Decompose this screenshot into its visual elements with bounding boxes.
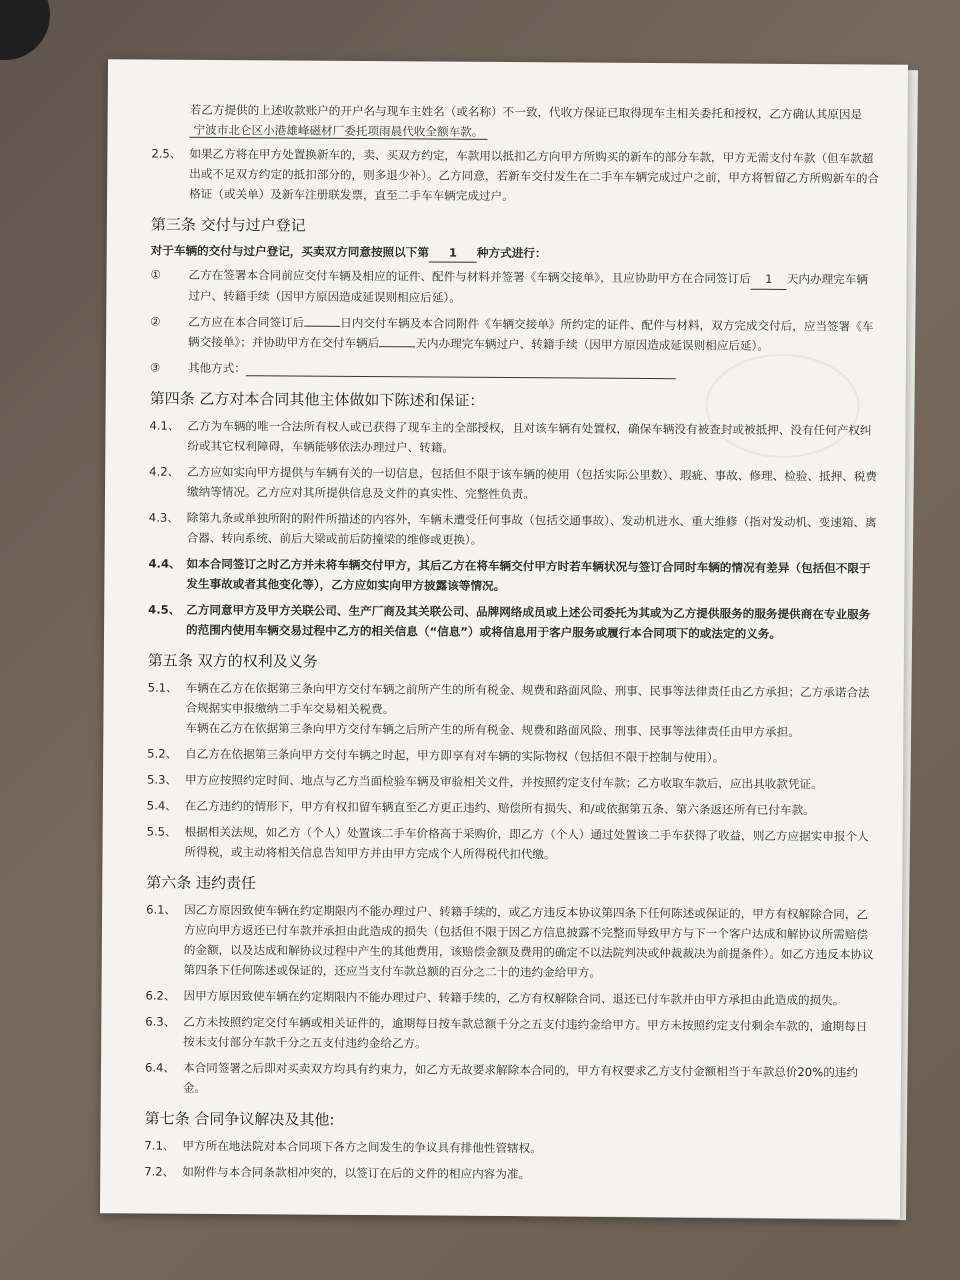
clause-6-4 (145, 1058, 873, 1103)
option-2-text-b: 日内交付车辆及本合同附件《车辆交接单》所约定的证件、配件与材料，双方完成交付后，应当签署《车辆交接单》；并协助甲方在交付车辆后 (188, 315, 874, 351)
section-5-title: 第五条 双方的权利及义务 (147, 651, 318, 671)
option-3-label: 其他方式： (187, 360, 246, 376)
clause-5-5 (146, 822, 874, 867)
option-3 (150, 358, 878, 383)
option-3-blank (246, 361, 676, 379)
section-3-intro (151, 242, 879, 266)
clause-6-1 (146, 900, 875, 985)
clause-number: 5.1、 (147, 680, 178, 695)
clause-number: 4.1、 (149, 418, 180, 433)
clause-number: 5.5、 (146, 824, 177, 839)
option-1-text-a: 乙方在签署本合同前应交付车辆及相应的证件、配件与材料并签署《车辆交接单》，且应协助甲方在合同签订后 (188, 267, 751, 286)
option-2 (150, 312, 878, 357)
clause-number: 5.3、 (146, 772, 178, 787)
clause-number: 4.3、 (148, 510, 179, 525)
clause-6-2 (145, 986, 873, 1011)
clause-text: 乙方应如实向甲方提供与车辆有关的一切信息，包括但不限于该车辆的使用（包括实际公里数）、瑕疵、事故、修理、检验、抵押、税费缴纳等情况。乙方应对其所提供信息及文件的真实性、完整性负责。 (186, 464, 878, 502)
clause-5-2 (147, 744, 875, 769)
clause-2-5 (151, 144, 879, 209)
chosen-option-value: 1 (429, 243, 477, 262)
section-3-title: 第三条 交付与过户登记 (150, 215, 306, 235)
clause-4-4 (148, 554, 876, 599)
option-number: ② (150, 314, 161, 329)
clause-text: 甲方应按照约定时间、地点与乙方当面检验车辆及审验相关文件，并按照约定支付车款；乙方收取车款后，应出具收款凭证。 (184, 772, 823, 792)
clause-number: 4.2、 (149, 464, 180, 479)
option-1 (150, 265, 878, 311)
section-7-title: 第七条 合同争议解决及其他: (144, 1109, 335, 1129)
clause-text: 在乙方违约的情形下，甲方有权扣留车辆直至乙方更正违约、赔偿所有损失、和/或依据第五条、第六条返还所有已付车款。 (184, 798, 815, 818)
option-1-text-b: 天内办理完车辆过户、转籍手续（因甲方原因造成延误则相应后延）。 (188, 271, 869, 305)
clause-text: 根据相关法规，如乙方（个人）处置该二手车价格高于采购价，即乙方（个人）通过处置该二手车获得了收益，则乙方应据实申报个人所得税，或主动将相关信息告知甲方并由甲方完成个人所得税代扣代缴。 (184, 824, 869, 862)
clause-number: 4.4、 (148, 556, 181, 571)
intro-text-b: 种方式进行： (476, 245, 547, 261)
payee-note (151, 100, 879, 145)
clause-number: 6.1、 (146, 902, 177, 917)
clause-7-2 (144, 1162, 872, 1187)
option-text (188, 265, 878, 311)
clause-text: 乙方未按照约定交付车辆或相关证件的，逾期每日按车款总额千分之五支付违约金给甲方。甲方未按照约定支付剩余车款的，逾期每日按未支付部分车款千分之五支付违约金给乙方。 (183, 1014, 868, 1051)
clause-number: 5.2、 (147, 746, 178, 761)
clause-number: 2.5、 (151, 146, 182, 161)
clause-4-3 (149, 508, 877, 553)
clause-number: 7.1、 (144, 1138, 175, 1153)
clause-text: 自乙方在依据第三条向甲方交付车辆之时起，甲方即享有对车辆的实际物权（包括但不限于控制与使用）。 (185, 746, 725, 765)
clause-7-1 (144, 1136, 872, 1161)
clause-4-5 (148, 600, 876, 645)
clause-text: 如本合同签订之时乙方并未将车辆交付甲方，其后乙方在将车辆交付甲方时若车辆状况与签订合同时车辆的情况有差异（包括但不限于发生事故或者其他变化等），乙方应如实向甲方披露该等情况。 (186, 556, 871, 594)
clause-text: 乙方同意甲方及甲方关联公司、生产厂商及其关联公司、品牌网络成员或上述公司委托为其或为乙方提供服务的服务提供商在专业服务的范围内使用车辆交易过程中乙方的相关信息（“信息”）或将信息用于客户服务或履行本合同项下的或法定的义务。 (186, 602, 871, 641)
handwritten-reason: 宁波市北仑区小港雄峰磁材厂委托项雨晨代收全额车款。 (189, 123, 487, 140)
section-4-title: 第四条 乙方对本合同其他主体做如下陈述和保证： (149, 389, 485, 410)
clause-4-2 (149, 462, 877, 507)
option-text (188, 358, 878, 383)
clause-number: 4.5、 (148, 602, 181, 617)
option-2-blank-2 (379, 346, 415, 347)
clause-text: 如果乙方将在甲方处置换新车的，卖、买双方约定，车款用以抵扣乙方向甲方所购买的新车的部分车款，甲方无需支付车款（但车款超出或不足双方约定的抵扣部分的，则多退少补）。乙方同意，若新车交付发生在二手车车辆完成过户之前，甲方将暂留乙方所购新车的合格证（或关单）及新车注册联发票，直至二手车车辆完成过户。 (189, 146, 880, 204)
clause-4-1 (149, 416, 877, 461)
clause-text: 因乙方原因致使车辆在约定期限内不能办理过户、转籍手续的，或乙方违反本协议第四条下任何陈述或保证的，甲方有权解除合同，乙方应向甲方返还已付车款并承担由此造成的损失（包括但不限于因乙方信息披露不完整而导致甲方与下一个客户达成和解协议所需赔偿的金额，以及达成和解协议过程中产生的其他费用，该赔偿金额及费用的确定不以法院判决或仲裁裁决为前提条件）。如乙方违反本协议第四条下任何陈述或保证的，还应当支付车款总额的百分之二十的违约金给甲方。 (183, 902, 874, 980)
option-number: ① (150, 267, 161, 282)
clause-5-4 (147, 796, 875, 821)
clause-5-3 (147, 770, 875, 795)
clause-5-1-continued: 车辆在乙方在依据第三条向甲方交付车辆之后所产生的所有税金、规费和路面风险、刑事、民事等法律责任由甲方承担。 (185, 720, 800, 740)
option-text (188, 312, 878, 357)
clause-number: 6.3、 (145, 1014, 176, 1029)
option-1-days-value: 1 (751, 269, 787, 290)
clause-6-3 (145, 1012, 873, 1057)
clause-5-1 (147, 678, 875, 723)
clause-number: 5.4、 (146, 798, 177, 813)
clause-text: 除第九条或单独所附的附件所描述的内容外，车辆未遭受任何事故（包括交通事故）、发动机进水、重大维修（指对发动机、变速箱、离合器、转向系统、前后大梁或前后防撞梁的维修或更换）。 (186, 510, 877, 547)
clause-number: 6.2、 (145, 988, 176, 1003)
option-number: ③ (149, 360, 161, 375)
clause-number: 6.4、 (144, 1060, 176, 1075)
intro-text-a: 对于车辆的交付与过户登记，买卖双方同意按照以下第 (150, 243, 430, 260)
clause-text: 车辆在乙方在依据第三条向甲方交付车辆之前所产生的所有税金、规费和路面风险、刑事、民事等法律责任由乙方承担；乙方承诺合法合规据实申报缴纳二手车交易相关税费。 (185, 680, 870, 717)
contract-content (144, 100, 880, 1193)
clause-number: 7.2、 (144, 1164, 175, 1179)
payee-note-text: 若乙方提供的上述收款账户的开户名与现车主姓名（或名称）不一致，代收方保证已取得现车主相关委托和授权，乙方确认其原因是 (189, 102, 863, 122)
clause-text: 甲方所在地法院对本合同项下各方之间发生的争议具有排他性管辖权。 (182, 1138, 542, 1156)
option-2-text-c: 天内办理完车辆过户、转籍手续（因甲方原因造成延误则相应后延）。 (415, 336, 770, 353)
clause-text: 如附件与本合同条款相冲突的，以签订在后的文件的相应内容为准。 (182, 1164, 531, 1182)
section-6-title: 第六条 违约责任 (146, 873, 257, 893)
contract-page (100, 59, 908, 1219)
clause-text: 本合同签署之后即对买卖双方均具有约束力，如乙方无故要求解除本合同的，甲方有权要求乙方支付金额相当于车款总价20%的违约金。 (182, 1060, 859, 1095)
clause-text: 乙方为车辆的唯一合法所有权人或已获得了现车主的全部授权，且对该车辆有处置权，确保车辆没有被查封或被抵押、没有任何产权纠纷或其它权利障碍，车辆能够依法办理过户、转籍。 (187, 418, 872, 455)
clause-text: 因甲方原因致使车辆在约定期限内不能办理过户、转籍手续的，乙方有权解除合同、退还已付车款并由甲方承担由此造成的损失。 (183, 988, 845, 1008)
option-2-text-a: 乙方应在本合同签订后 (188, 314, 305, 330)
option-2-blank-1 (304, 326, 340, 327)
